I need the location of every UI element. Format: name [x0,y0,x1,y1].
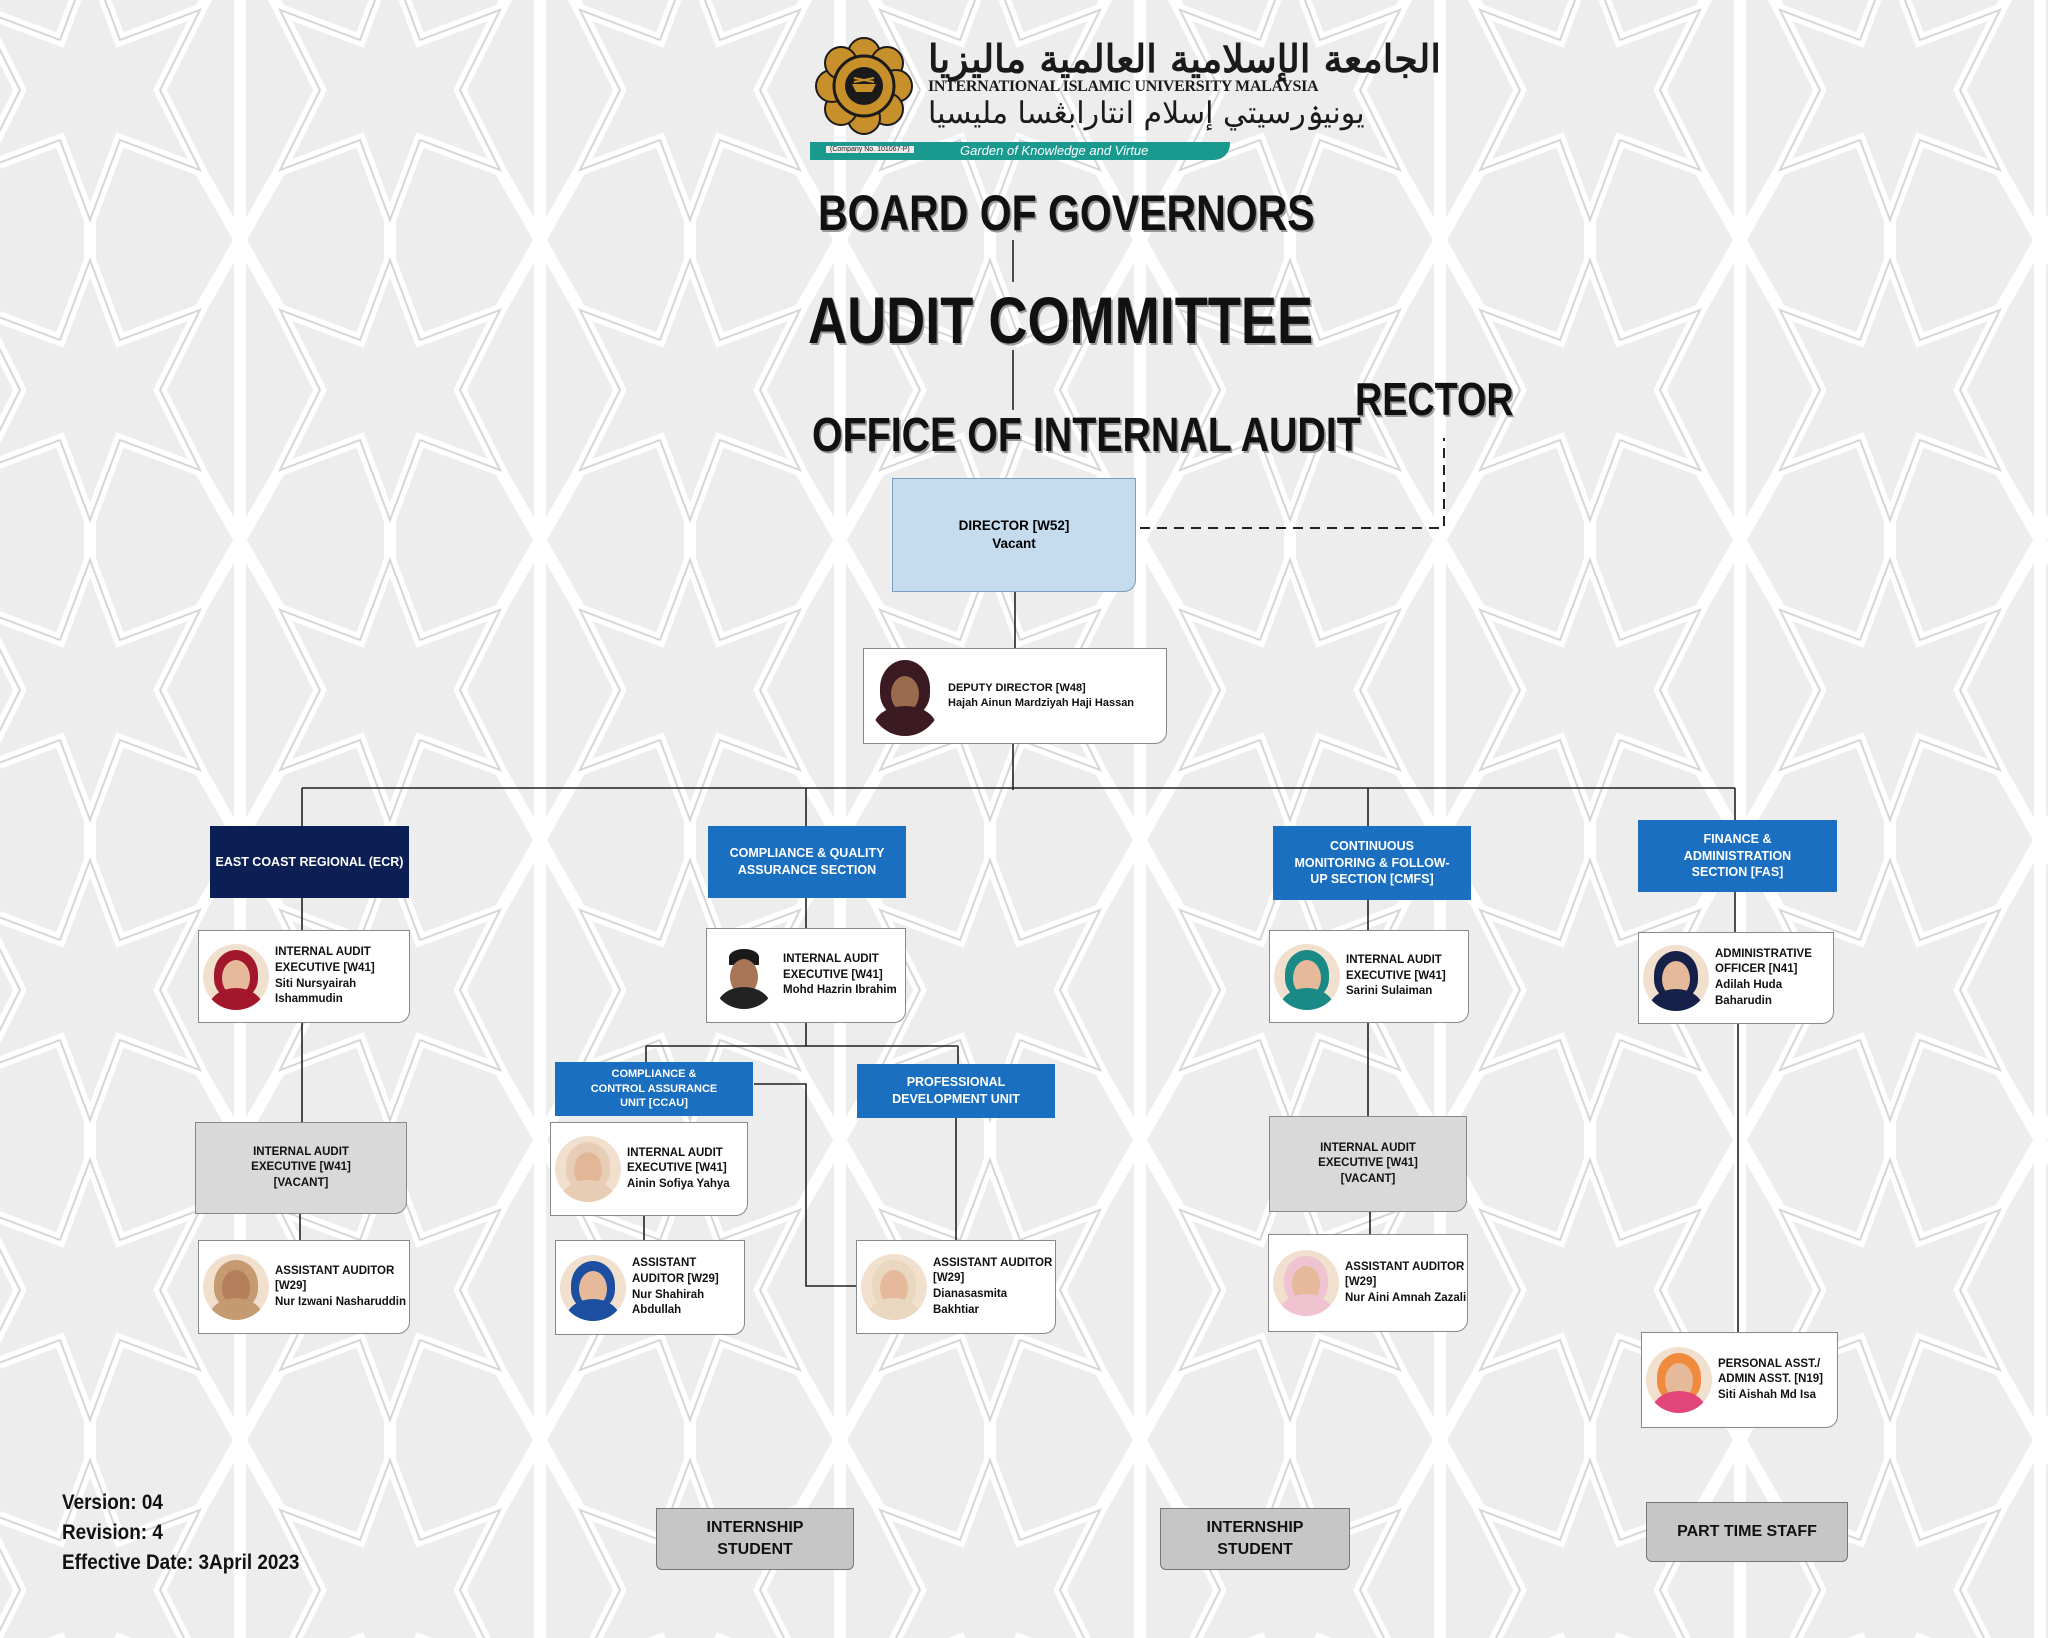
ccau-executive-name: Ainin Sofiya Yahya [627,1177,730,1190]
director-box [892,478,1136,592]
part-time-staff-box: PART TIME STAFF [1646,1502,1848,1562]
deputy-director-box [863,648,1167,744]
director-title: DIRECTOR [W52] [958,517,1070,533]
logo-english-text: INTERNATIONAL ISLAMIC UNIVERSITY MALAYSIA [928,78,1319,95]
rector-title: RECTOR [1355,373,1514,425]
ecr-executive-photo [203,944,269,1010]
ccau-assistant-title: ASSISTANT AUDITOR [W29] [632,1257,719,1285]
version-text: Version: 04 [62,1491,163,1514]
cmfs-assistant-photo [1273,1250,1339,1316]
ecr-executive-title: INTERNAL AUDIT EXECUTIVE [W41] [275,946,375,974]
fas-pa-box [1641,1332,1838,1428]
fas-officer-name: Adilah Huda Baharudin [1715,979,1783,1007]
fas-pa-name: Siti Aishah Md Isa [1718,1388,1816,1401]
pdu-assistant-box [856,1240,1056,1334]
logo-tagline: Garden of Knowledge and Virtue [960,143,1149,158]
ecr-assistant-box [198,1240,410,1334]
office-of-internal-audit-title: OFFICE OF INTERNAL AUDIT [812,409,1361,462]
audit-committee-title: AUDIT COMMITTEE [808,283,1314,357]
ccau-assistant-name: Nur Shahirah Abdullah [632,1288,705,1317]
section-cmfs: CONTINUOUS MONITORING & FOLLOW-UP SECTION [CMFS] [1273,826,1471,900]
section-fas: FINANCE & ADMINISTRATION SECTION [FAS] [1638,820,1837,892]
director-name: Vacant [992,536,1036,551]
section-ecr: EAST COAST REGIONAL (ECR) [210,826,409,898]
ecr-executive-name: Siti Nursyairah Ishammudin [275,977,357,1006]
internship-student-box-1: INTERNSHIP STUDENT [656,1508,854,1570]
fas-officer-box [1638,932,1834,1024]
fas-pa-title: PERSONAL ASST./ ADMIN ASST. [N19] [1718,1357,1823,1386]
deputy-director-title: DEPUTY DIRECTOR [W48] [948,682,1086,695]
pdu-assistant-name: Dianasasmita Bakhtiar [933,1288,1008,1316]
unit-ccau: COMPLIANCE & CONTROL ASSURANCE UNIT [CCAU] [555,1062,753,1116]
pdu-assistant-title: ASSISTANT AUDITOR [W29] [933,1256,1053,1285]
cmfs-assistant-title: ASSISTANT AUDITOR [W29] [1345,1260,1465,1289]
cmfs-executive-title: INTERNAL AUDIT EXECUTIVE [W41] [1346,954,1446,982]
logo-company-number: (Company No. 101067-P) [826,146,914,153]
ccau-executive-photo [555,1136,621,1202]
cqas-executive-name: Mohd Hazrin Ibrahim [783,984,897,997]
fas-officer-photo [1643,945,1709,1011]
ecr-assistant-title: ASSISTANT AUDITOR [W29] [275,1264,395,1293]
ccau-assistant-box [555,1240,745,1335]
cmfs-executive-name: Sarini Sulaiman [1346,985,1433,998]
ccau-assistant-photo [560,1255,626,1321]
cmfs-assistant-name: Nur Aini Amnah Zazali [1345,1291,1467,1304]
version-info [62,1488,299,1578]
deputy-director-photo [868,656,942,736]
cqas-executive-box [706,928,906,1023]
board-of-governors-title: BOARD OF GOVERNORS [818,185,1315,241]
logo-arabic-text: الجامعة الإسلامية العالمية ماليزيا [928,36,1441,81]
section-cqas: COMPLIANCE & QUALITY ASSURANCE SECTION [708,826,906,898]
university-emblem-icon [810,32,918,140]
ecr-vacant-box: INTERNAL AUDIT EXECUTIVE [W41] [VACANT] [195,1122,407,1214]
logo-jawi-text: يونيۏرسيتي إسلام انتارابڠسا مليسيا [928,96,1365,131]
cqas-executive-photo [711,943,777,1009]
cmfs-executive-box [1269,930,1469,1023]
ecr-assistant-photo [203,1254,269,1320]
cmfs-executive-photo [1274,944,1340,1010]
ccau-executive-title: INTERNAL AUDIT EXECUTIVE [W41] [627,1146,727,1175]
cqas-executive-title: INTERNAL AUDIT EXECUTIVE [W41] [783,953,883,981]
cmfs-vacant-box: INTERNAL AUDIT EXECUTIVE [W41] [VACANT] [1269,1116,1467,1212]
effective-date-text: Effective Date: 3April 2023 [62,1551,300,1574]
internship-student-box-2: INTERNSHIP STUDENT [1160,1508,1350,1570]
fas-pa-photo [1646,1347,1712,1413]
revision-text: Revision: 4 [62,1521,163,1544]
fas-officer-title: ADMINISTRATIVE OFFICER [N41] [1715,947,1812,976]
ecr-assistant-name: Nur Izwani Nasharuddin [275,1295,406,1308]
ccau-executive-box [550,1122,748,1216]
pdu-assistant-photo [861,1254,927,1320]
deputy-director-name: Hajah Ainun Mardziyah Haji Hassan [948,697,1135,709]
cmfs-assistant-box [1268,1234,1468,1332]
iium-logo [810,30,1441,165]
ecr-executive-box [198,930,410,1023]
unit-pdu: PROFESSIONAL DEVELOPMENT UNIT [857,1064,1055,1118]
